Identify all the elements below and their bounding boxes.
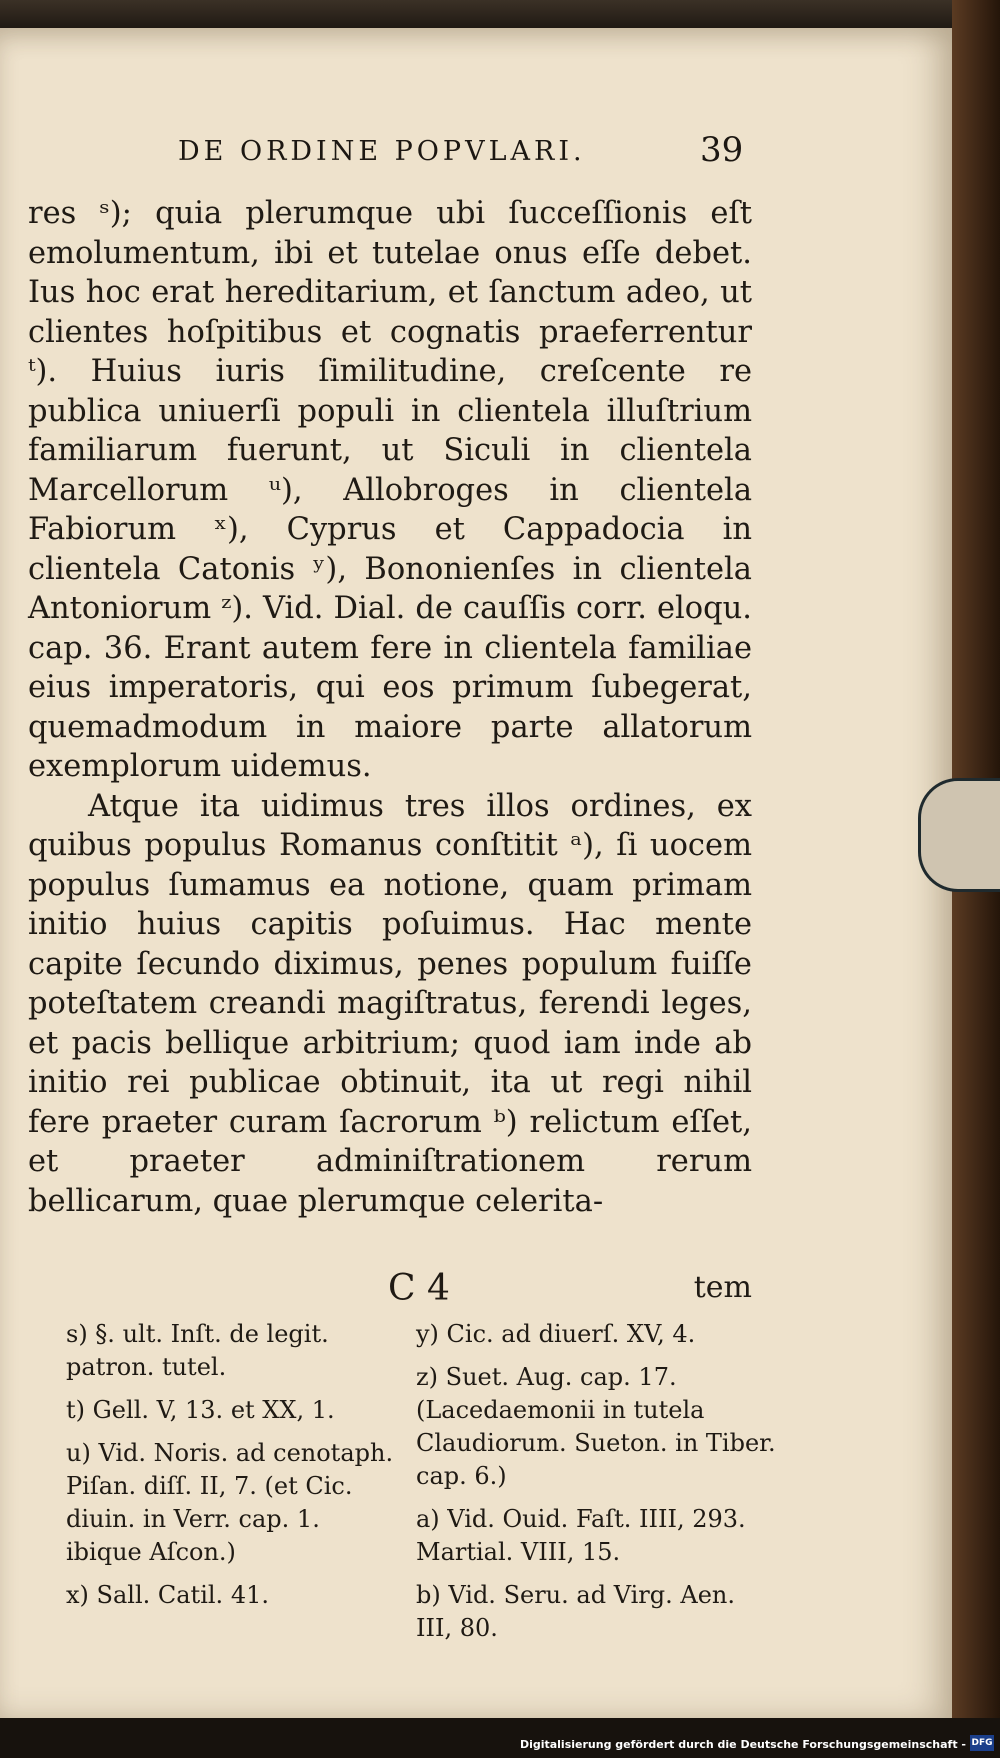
footnote-x: x) Sall. Catil. 41. [66,1581,269,1609]
catchword: tem [693,1270,752,1305]
running-title: DE ORDINE POPVLARI. [178,136,586,167]
page-header [0,130,952,176]
paragraph-1: res ˢ); quia plerumque ubi ſucceſſionis eſt emolumentum, ibi et tutelae onus eſſe debet. Ius hoc erat hereditarium, et ſanctum adeo, ut clientes hoſpitibus et cognatis praeferrentur ᵗ). Huius iuris ſimilitudine, creſcente re publica uniuerſi populi in clientela illuſtrium familiarum fuerunt, ut Siculi in clientela Marcellorum ᵘ), Allobroges in clientela Fabiorum ˣ), Cyprus et Cappadocia in clientela Catonis ʸ), Bononienſes in clientela Antoniorum ᶻ). Vid. Dial. de cauſſis corr. eloqu. cap. 36. Erant autem fere in clientela familiae eius imperatoris, qui eos primum ſubegerat, quemadmodum in maiore parte allatorum exemplorum uidemus. [28,196,752,784]
signature-line [28,1268,752,1308]
footnote-s: s) §. ult. Inſt. de legit. patron. tutel. [66,1320,329,1381]
footnote-b: b) Vid. Seru. ad Virg. Aen. III, 80. [416,1581,735,1642]
paragraph-2: Atque ita uidimus tres illos ordines, ex quibus populus Romanus conſtitit ᵃ), ſi uocem populus ſumamus ea notione, quam primam initio huius capitis poſuimus. Hac mente capite ſecundo diximus, penes populum fuiſſe poteſtatem creandi magiſtratus, ferendi leges, et pacis bellique arbitrium; quod iam inde ab initio rei publicae obtinuit, ita ut regi nihil fere praeter curam ſacrorum ᵇ) relictum eſſet, et praeter adminiſtrationem rerum bellicarum, quae plerumque celerita- [28,788,752,1219]
dfg-logo-icon: DFG [970,1735,994,1751]
footnote-y: y) Cic. ad diuerſ. XV, 4. [416,1320,696,1348]
footnotes-right-column [416,1318,778,1655]
page-top-edge [0,0,952,30]
main-text [28,194,752,1221]
page-number: 39 [700,130,744,170]
footnote-t: t) Gell. V, 13. et XX, 1. [66,1396,335,1424]
footnotes-left-column [66,1318,396,1622]
footnote-u: u) Vid. Noris. ad cenotaph. Piſan. diſſ. II, 7. (et Cic. diuin. in Verr. cap. 1. ibique Aſcon.) [66,1439,394,1566]
book-page [0,28,952,1718]
signature-mark: C 4 [388,1268,450,1309]
page-tab-marker [918,778,1000,892]
footnote-z: z) Suet. Aug. cap. 17. (Lacedaemonii in tutela Claudiorum. Sueton. in Tiber. cap. 6.) [416,1363,776,1490]
footnote-a: a) Vid. Ouid. Faſt. IIII, 293. Martial. VIII, 15. [416,1505,746,1566]
digitization-credit: Digitalisierung gefördert durch die Deutsche Forschungsgemeinschaft - [519,1738,966,1751]
